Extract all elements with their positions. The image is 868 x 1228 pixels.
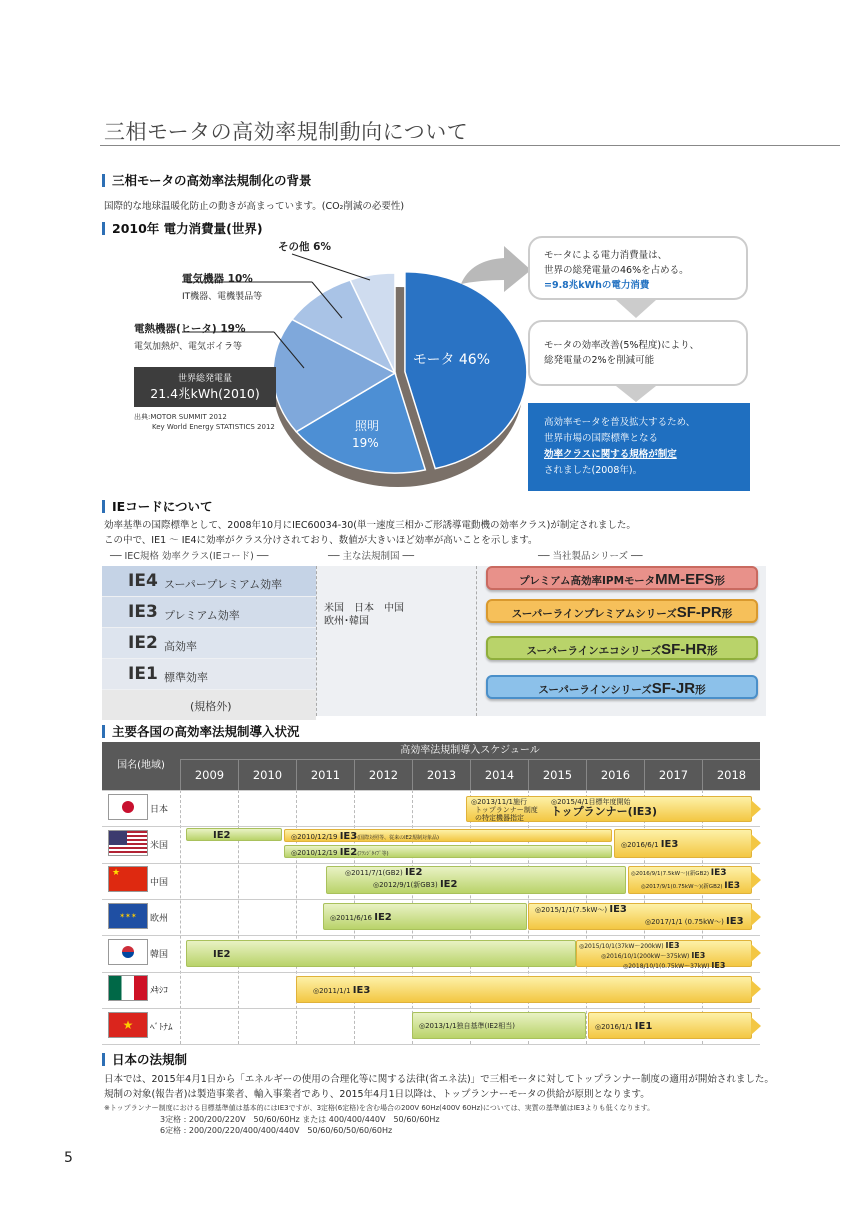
- ie2-name: 高効率: [164, 640, 197, 653]
- ie1-name: 標準効率: [164, 671, 208, 684]
- korea-a-b: IE2: [213, 949, 231, 960]
- law-rating3: 3定格 : 200/200/220V 50/60/60Hz または 400/400/440V 50/60/60Hz: [160, 1115, 440, 1124]
- label-heating-sub: 電気加熱炉、電気ボイラ等: [134, 342, 243, 352]
- china-c-b: IE3: [710, 868, 727, 878]
- usa-flag-icon: [108, 830, 148, 856]
- total-generation-box: [134, 367, 276, 407]
- ie4-code: IE4: [128, 571, 158, 591]
- year-2017: 2017: [644, 760, 702, 790]
- source-line-2: Key World Energy STATISTICS 2012: [152, 423, 275, 431]
- japan-note2: トップランナー制度: [475, 806, 538, 814]
- ie-row-ie1: [102, 659, 316, 689]
- ie-col3-text: 当社製品シリーズ: [552, 551, 628, 562]
- schedule-header-title: 高効率法規制導入スケジュール: [180, 742, 760, 760]
- usa-ie2-bar: [186, 828, 282, 841]
- mexico-flag-icon: [108, 975, 148, 1001]
- product-1-suffix: 形: [721, 608, 733, 620]
- year-2018: 2018: [702, 760, 760, 790]
- product-0-prefix: プレミアム高効率IPMモータ: [519, 575, 656, 587]
- product-sf-pr: [486, 599, 758, 623]
- country-korea: 韓国: [150, 950, 169, 960]
- down-arrow-1: [616, 300, 656, 320]
- usa-ie2: IE2: [213, 830, 231, 841]
- usa-c-b: IE3: [660, 839, 679, 850]
- grid-hline: [102, 972, 760, 973]
- year-2010: 2010: [238, 760, 296, 790]
- ie-row-ie3: [102, 597, 316, 627]
- grid-vline: [180, 790, 181, 1044]
- year-2016: 2016: [586, 760, 644, 790]
- grid-hline: [102, 899, 760, 900]
- standard-established-box: [528, 403, 750, 491]
- usa-b: ◎2010/12/19: [291, 849, 338, 857]
- korea-b: ◎2015/10/1(37kW～200kW): [579, 943, 664, 950]
- eu-b: ◎2015/1/1(7.5kW～): [535, 906, 608, 914]
- korea-flag-icon: [108, 939, 148, 965]
- ie-row-none: [102, 690, 316, 720]
- korea-arrow-head: [751, 944, 761, 962]
- grid-hline: [102, 1044, 760, 1045]
- product-sf-jr: [486, 675, 758, 699]
- country-eu: 欧州: [150, 914, 169, 924]
- product-2-model: SF-HR: [661, 641, 707, 658]
- china-a-b: IE2: [404, 867, 423, 878]
- ie-divider-2: [476, 566, 477, 716]
- usa-a: ◎2010/12/19: [291, 833, 338, 841]
- usa-ie2-flange-bar: [284, 845, 612, 858]
- ie-row-ie4: [102, 566, 316, 596]
- korea-b-b: IE3: [665, 941, 680, 950]
- background-text: 国際的な地球温暖化防止の動きが高まっています。(CO₂削減の必要性): [104, 201, 405, 212]
- grid-hline: [102, 790, 760, 791]
- vietnam-ie1-bar: [588, 1012, 752, 1039]
- china-d: ◎2017/9/1(0.75kW～)(新GB2): [641, 884, 723, 890]
- eu-c-b: IE3: [726, 916, 744, 927]
- callout-efficiency: [528, 320, 748, 386]
- eu-ie2-bar: [323, 903, 527, 930]
- china-b: ◎2012/9/1(新GB3): [373, 881, 438, 889]
- japan-main: トップランナー(IE3): [551, 805, 657, 818]
- korea-ie3-bar: [576, 940, 752, 970]
- japan-bar: [466, 796, 752, 822]
- korea-d: ◎2018/10/1(0.75kW～37kW): [623, 963, 710, 970]
- year-2014: 2014: [470, 760, 528, 790]
- callout2-line2: 総発電量の2%を削減可能: [544, 355, 655, 366]
- mexico-a-b: IE3: [352, 985, 371, 996]
- ie3-name: プレミアム効率: [164, 609, 240, 622]
- label-lighting-name: 照明: [355, 419, 380, 433]
- year-2013: 2013: [412, 760, 470, 790]
- korea-ie2-bar: [186, 940, 576, 967]
- schedule-heading: 主要各国の高効率法規制導入状況: [102, 725, 300, 738]
- china-ie2-bar: [326, 866, 626, 894]
- product-mm-efs: [486, 566, 758, 590]
- china-a: ◎2011/7/1(GB2): [345, 869, 403, 877]
- mexico-arrow-head: [751, 980, 761, 998]
- total-value: 21.4兆kWh(2010): [150, 386, 260, 401]
- grid-hline: [102, 935, 760, 936]
- china-b-b: IE2: [439, 879, 458, 890]
- product-2-suffix: 形: [706, 645, 718, 657]
- usa-c: ◎2016/6/1: [621, 841, 659, 849]
- product-3-prefix: スーパーラインシリーズ: [538, 684, 652, 696]
- grid-hline: [102, 863, 760, 864]
- japan-note4: ◎2015/4/1目標年度開始: [551, 798, 631, 806]
- label-heating: 電熱機器(ヒータ) 19%: [134, 323, 246, 335]
- vietnam-flag-icon: ★: [108, 1012, 148, 1038]
- year-2009: 2009: [180, 760, 238, 790]
- japan-arrow-head: [751, 800, 761, 818]
- eu-a-b: IE2: [374, 912, 392, 923]
- usa-2016-bar: [614, 829, 752, 858]
- country-header: 国名(地域): [117, 760, 165, 771]
- callout1-line3: =9.8兆kWhの電力消費: [544, 280, 650, 291]
- ie-countries-1: 米国 日本 中国: [324, 603, 404, 614]
- vietnam-arrow-head: [751, 1017, 761, 1035]
- background-heading: 三相モータの高効率法規制化の背景: [102, 174, 312, 187]
- year-2011: 2011: [296, 760, 354, 790]
- usa-b-b: IE2: [339, 847, 358, 858]
- label-electric: 電気機器 10%: [182, 273, 253, 285]
- page-title: 三相モータの高効率規制動向について: [104, 120, 469, 144]
- usa-ie3-bar: [284, 829, 612, 842]
- ie-text-2: この中で、IE1 ～ IE4に効率がクラス分けされており、数値が大きいほど効率が高いことを示します。: [104, 535, 538, 546]
- grid-hline: [102, 1008, 760, 1009]
- label-other: その他 6%: [278, 241, 331, 253]
- vietnam-a: ◎2013/1/1独自基準(IE2相当): [419, 1022, 515, 1030]
- product-1-prefix: スーパーラインプレミアムシリーズ: [511, 608, 677, 620]
- china-ie3-bar: [628, 866, 752, 894]
- gray-arrow: [456, 242, 536, 302]
- vietnam-ie2-bar: [412, 1012, 586, 1039]
- china-arrow-head: [751, 871, 761, 889]
- ie4-name: スーパープレミアム効率: [164, 578, 283, 591]
- law-rating6: 6定格 : 200/200/220/400/400/440V 50/60/60/50/60/60Hz: [160, 1126, 393, 1135]
- japan-note3: の特定機器指定: [475, 814, 524, 822]
- product-1-model: SF-PR: [676, 604, 722, 621]
- ie-row-ie2: [102, 628, 316, 658]
- product-3-model: SF-JR: [651, 680, 696, 697]
- country-japan: 日本: [150, 805, 169, 815]
- product-2-prefix: スーパーラインエコシリーズ: [526, 645, 662, 657]
- eu-a: ◎2011/6/16: [330, 914, 372, 922]
- product-0-model: MM-EFS: [655, 571, 715, 588]
- law-heading: 日本の法規制: [102, 1053, 187, 1066]
- vietnam-b: ◎2016/1/1: [595, 1023, 633, 1031]
- korea-d-b: IE3: [711, 961, 726, 970]
- eu-arrow-head: [751, 908, 761, 926]
- source-line-1: 出典:MOTOR SUMMIT 2012: [134, 413, 227, 421]
- ie-col-header-3: ── 当社製品シリーズ ──: [538, 551, 643, 562]
- ie2-code: IE2: [128, 633, 158, 653]
- label-electric-sub: IT機器、電機製品等: [182, 292, 263, 302]
- label-lighting-pct: 19%: [352, 436, 379, 450]
- eu-ie3-bar: [528, 903, 752, 930]
- callout1-line1: モータによる電力消費量は、: [544, 250, 668, 261]
- blue-line3: 効率クラスに関する規格が制定: [544, 449, 677, 460]
- china-d-b: IE3: [724, 881, 741, 891]
- ie-heading: IEコードについて: [102, 500, 212, 513]
- label-motor: モータ 46%: [413, 352, 491, 368]
- ie-col-header-2: ── 主な法規制国 ──: [328, 551, 414, 562]
- power-heading: 2010年 電力消費量(世界): [102, 222, 263, 235]
- ie-countries-2: 欧州･韓国: [324, 616, 369, 627]
- total-label: 世界総発電量: [177, 374, 232, 384]
- law-note: ※トップランナー制度における目標基準値は基本的にはIE3ですが、3定格(6定格)を含む場合の200V 60Hz(400V 60Hz)については、実質の基準値はIE3よりも低くなります。: [104, 1104, 655, 1112]
- title-divider: [100, 145, 840, 146]
- product-sf-hr: [486, 636, 758, 660]
- blue-line2: 世界市場の国際標準となる: [544, 433, 659, 444]
- country-vietnam: ﾍﾞﾄﾅﾑ: [150, 1023, 173, 1033]
- ie3-code: IE3: [128, 602, 158, 622]
- usa-a-s: (国際対照等、従来のIE2規制対象品): [357, 835, 439, 841]
- law-line2: 規制の対象(報告者)は製造事業者、輸入事業者であり、2015年4月1日以降は、トップランナーモータの供給が原則となります。: [104, 1089, 650, 1100]
- down-arrow-2: [616, 386, 656, 404]
- country-china: 中国: [150, 878, 169, 888]
- vietnam-b-b: IE1: [634, 1021, 653, 1032]
- product-0-suffix: 形: [714, 575, 725, 587]
- japan-flag-icon: [108, 794, 148, 820]
- ie-col2-text: 主な法規制国: [342, 551, 400, 562]
- ie-col1-text: IEC規格 効率クラス(IEコード): [124, 551, 254, 562]
- china-c: ◎2016/9/1(7.5kW～)(新GB2): [631, 871, 709, 877]
- product-3-suffix: 形: [695, 684, 706, 696]
- ie1-code: IE1: [128, 664, 158, 684]
- korea-c-b: IE3: [691, 951, 706, 960]
- callout1-line2: 世界の総発電量の46%を占める。: [544, 265, 689, 276]
- eu-c: ◎2017/1/1 (0.75kW～): [645, 918, 724, 926]
- eu-flag-icon: ✶✶✶: [108, 903, 148, 929]
- leader-lines: [182, 250, 382, 380]
- usa-arrow-head: [751, 834, 761, 852]
- country-mexico: ﾒｷｼｺ: [150, 986, 169, 996]
- eu-b-b: IE3: [609, 904, 627, 915]
- page-number: 5: [64, 1150, 73, 1166]
- korea-c: ◎2016/10/1(200kW～375kW): [601, 953, 690, 960]
- usa-a-b: IE3: [339, 831, 358, 842]
- law-line1: 日本では、2015年4月1日から「エネルギーの使用の合理化等に関する法律(省エネ法)」で三相モータに対してトップランナー制度の適用が開始されました。: [104, 1074, 774, 1085]
- ie-divider-1: [316, 566, 317, 716]
- ie-none-name: (規格外): [190, 700, 232, 713]
- callout-motor-consumption: [528, 236, 748, 300]
- japan-note1: ◎2013/11/1施行: [471, 798, 527, 806]
- mexico-a: ◎2011/1/1: [313, 987, 351, 995]
- mexico-ie3-bar: [296, 976, 752, 1003]
- blue-line4: されました(2008年)。: [544, 465, 643, 476]
- usa-b-s: (ﾌﾗﾝｼﾞﾀｲﾌﾟ等): [357, 851, 389, 857]
- china-flag-icon: ★: [108, 866, 148, 892]
- callout2-line1: モータの効率改善(5%程度)により、: [544, 340, 700, 351]
- ie-col-header-1: ── IEC規格 効率クラス(IEコード) ──: [110, 551, 269, 562]
- country-usa: 米国: [150, 841, 169, 851]
- year-2015: 2015: [528, 760, 586, 790]
- ie-text-1: 効率基準の国際標準として、2008年10月にIEC60034-30(単一速度三相かご形誘導電動機の効率クラス)が制定されました。: [104, 520, 636, 531]
- year-row: [180, 760, 760, 790]
- blue-line1: 高効率モータを普及拡大するため、: [544, 417, 696, 428]
- year-2012: 2012: [354, 760, 412, 790]
